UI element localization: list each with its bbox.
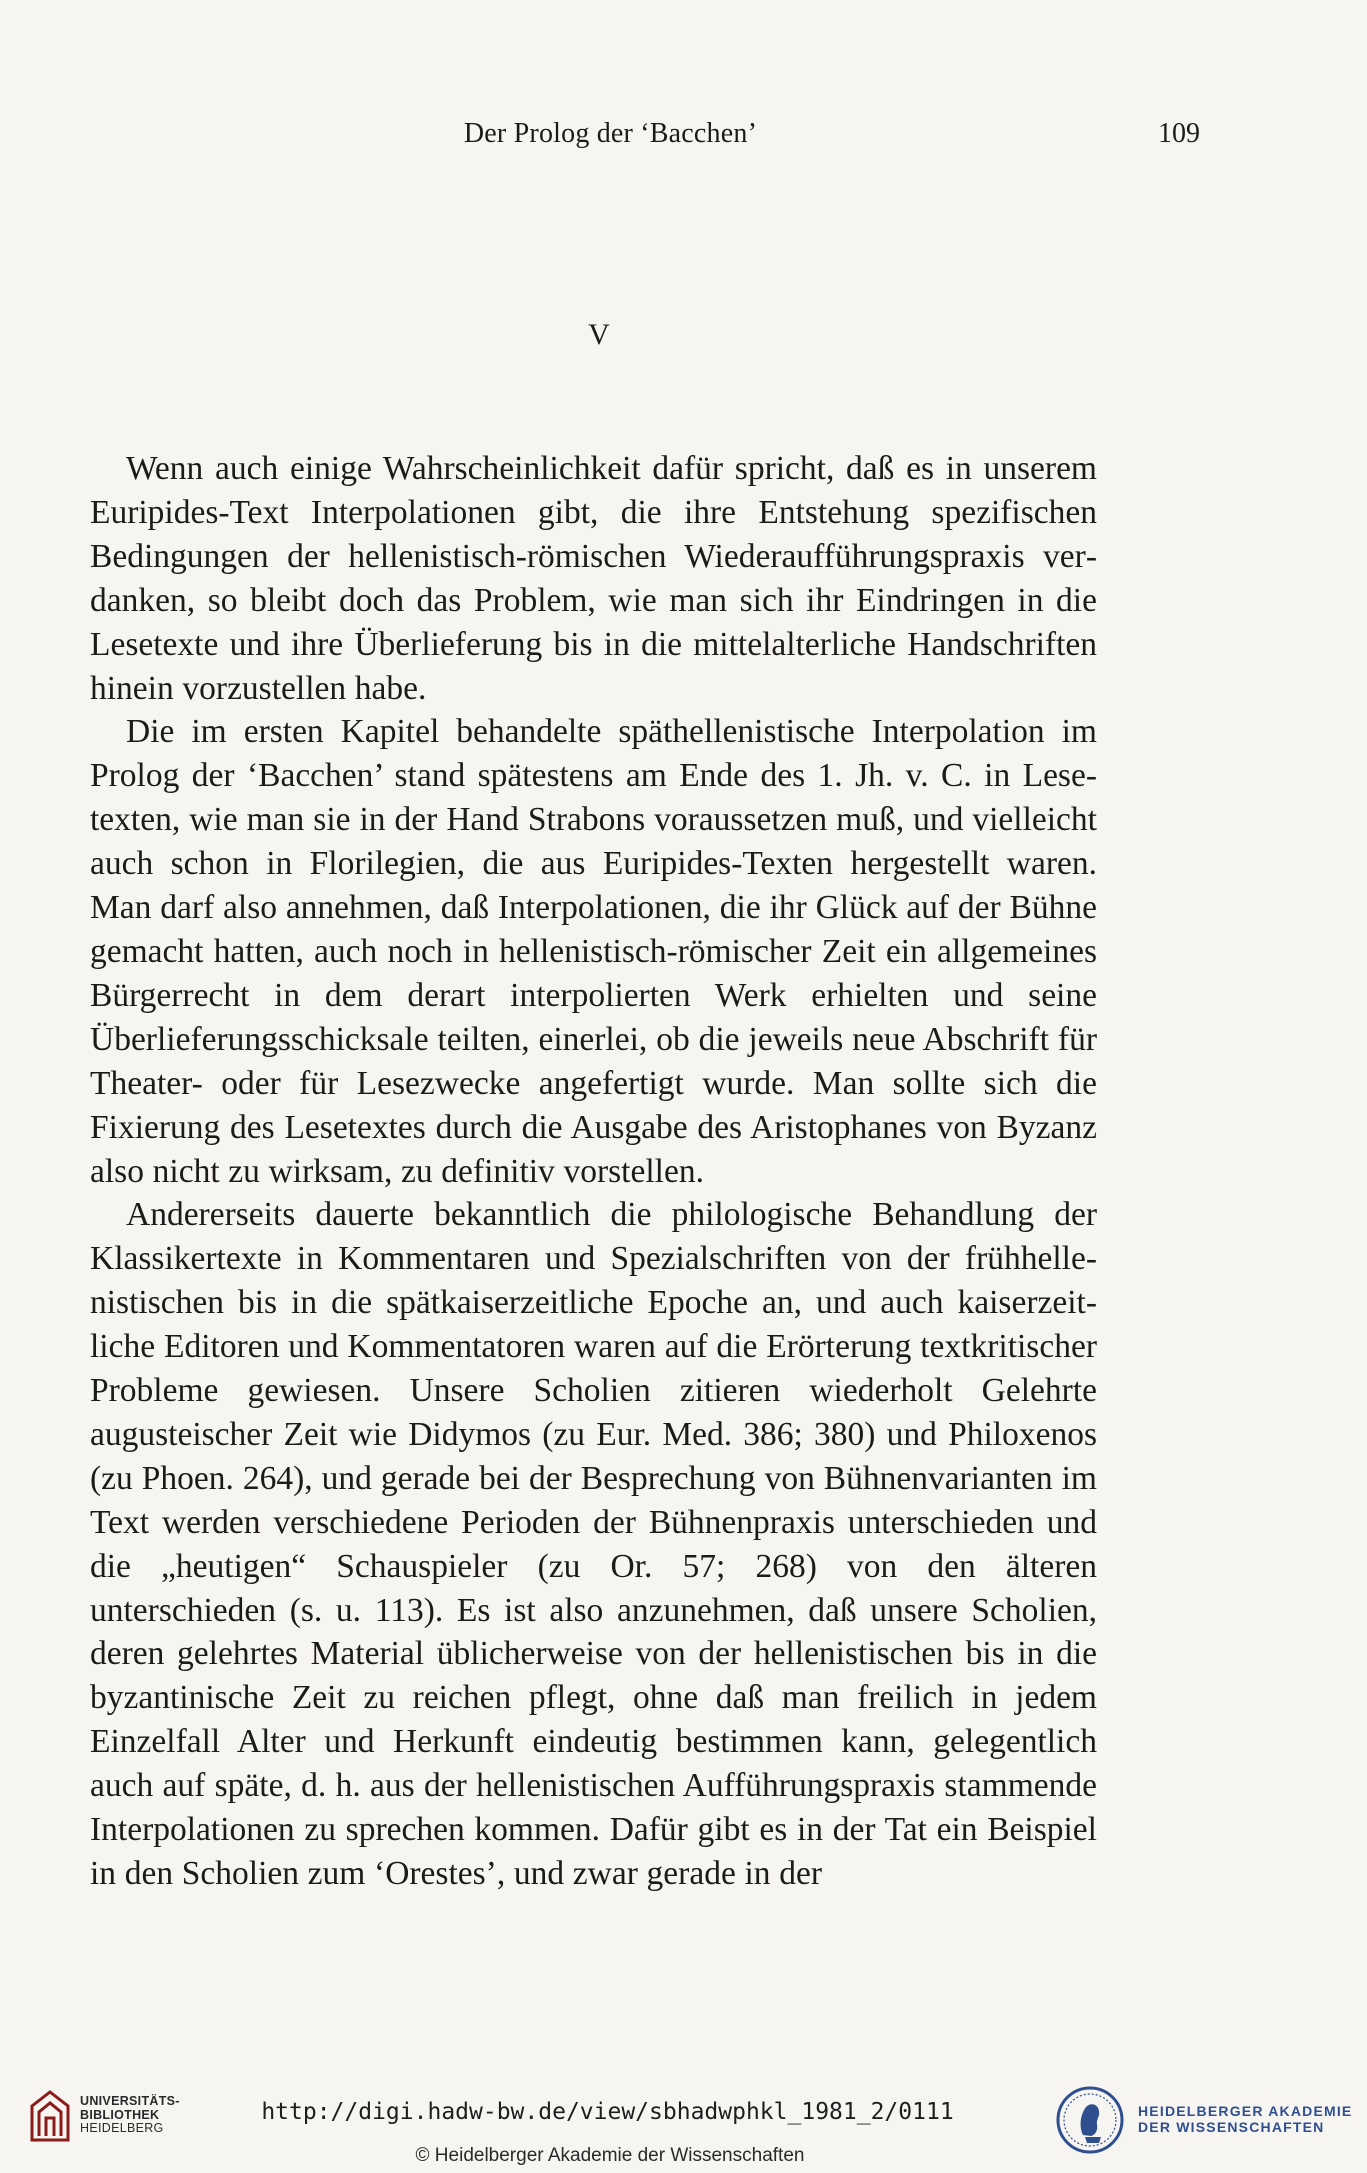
academy-name <box>1138 2103 1352 2135</box>
page-number: 109 <box>1158 118 1200 149</box>
library-name-line-2: BIBLIOTHEK <box>80 2107 160 2122</box>
library-name-line-3: HEIDELBERG <box>80 2121 164 2135</box>
copyright-notice: © Heidelberger Akademie der Wissenschaften <box>415 2145 805 2166</box>
section-heading: V <box>588 318 610 351</box>
permalink-url[interactable]: http://digi.hadw-bw.de/view/sbhadwphkl_1981_2/0111 <box>261 2099 954 2125</box>
paragraph-1: Wenn auch einige Wahrscheinlichkeit dafür spricht, daß es in unserem Euripides-Text Interpolationen gibt, die ihre Entstehung spezifischen Bedingungen der hellenistisch-römischen Wiederaufführungspraxis verdanken, so bleibt doch das Problem, wie man sich ihr Eindringen in die Lesetexte und ihre Überlieferung bis in die mittelalterliche Handschriften hinein vorzustellen habe. <box>90 450 1097 707</box>
academy-name-line-2: DER WISSENSCHAFTEN <box>1138 2119 1325 2135</box>
academy-seal-icon <box>1055 2085 1125 2155</box>
body-text <box>90 447 1097 1896</box>
running-title: Der Prolog der ‘Bacchen’ <box>463 118 758 149</box>
footer-bar <box>0 2075 1367 2173</box>
paragraph-2: Die im ersten Kapitel behandelte späthellenistische Interpolation im Prolog der ‘Bacchen’ stand spätestens am Ende des 1. Jh. v. C. in Lesetexten, wie man sie in der Hand Strabons voraussetzen muß, und vielleicht auch schon in Florilegien, die aus Euripides-Texten hergestellt waren. Man darf also annehmen, daß Interpolationen, die ihr Glück auf der Bühne gemacht hatten, auch noch in hellenistisch-römischer Zeit ein allgemeines Bürgerrecht in dem derart interpolierten Werk erhielten und seine Überlieferungsschicksale teilten, einerlei, ob die jeweils neue Abschrift für Theater- oder für Lesezwecke angefertigt wurde. Man sollte sich die Fixierung des Lesetextes durch die Ausgabe des Aristophanes von Byzanz also nicht zu wirksam, zu definitiv vorstellen. <box>90 713 1097 1190</box>
paragraph-3: Andererseits dauerte bekanntlich die philologische Behandlung der Klassikertexte in Kommentaren und Spezialschriften von der frühhellenistischen bis in die spätkaiserzeitliche Epoche an, und auch kaiserzeitliche Editoren und Kommentatoren waren auf die Erörterung textkritischer Probleme gewiesen. Unsere Scholien zitieren wiederholt Gelehrte augusteischer Zeit wie Didymos (zu Eur. Med. 386; 380) und Philoxenos (zu Phoen. 264), und gerade bei der Besprechung von Bühnenvarianten im Text werden verschiedene Perioden der Bühnenpraxis unterschieden und die „heutigen“ Schauspieler (zu Or. 57; 268) von den älteren unterschieden (s. u. 113). Es ist also anzunehmen, daß unsere Scholien, deren gelehrtes Material üblicherweise von der hellenistischen bis in die byzantinische Zeit zu reichen pflegt, ohne daß man freilich in jedem Einzelfall Alter und Herkunft eindeutig bestimmen kann, gelegentlich auch auf späte, d. h. aus der hellenistischen Aufführungspraxis stammende Interpolationen zu sprechen kommen. Dafür gibt es in der Tat ein Beispiel in den Scholien zum ‘Orestes’, und zwar gerade in der <box>90 1196 1097 1892</box>
library-name-line-1: UNIVERSITÄTS- <box>80 2094 180 2108</box>
academy-name-line-1: HEIDELBERGER AKADEMIE <box>1138 2103 1353 2119</box>
